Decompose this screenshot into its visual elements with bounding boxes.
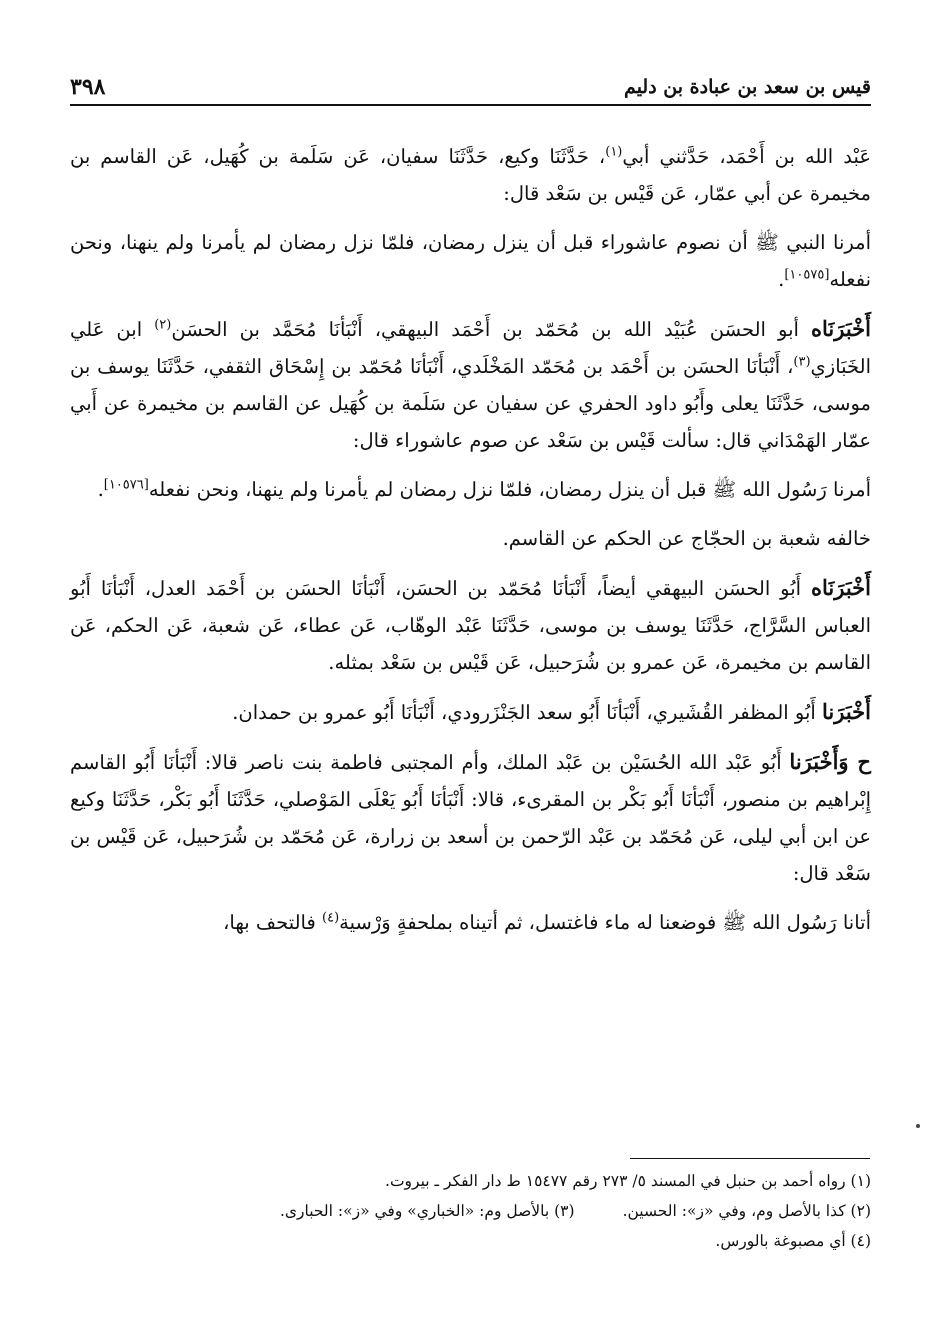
footnote-text: (٣) بالأصل وم: «الخباري» وفي «ز»: الحبارى. — [279, 1202, 575, 1220]
running-title: قيس بن سعد بن عبادة بن دليم — [624, 76, 871, 98]
paragraph-text: . — [97, 478, 104, 501]
page-number: ٣٩٨ — [70, 74, 106, 100]
paragraph-text: عَبْد الله بن أَحْمَد، حَدَّثني أبي — [622, 145, 872, 168]
hadith-number: [١٠٥٧٥] — [784, 267, 830, 283]
paragraph-text: أَبُو المظفر القُشَيري، أَنْبَأنَا أَبُو سعد الجَنْزَرودي، أَنْبَأنَا أَبُو عمرو بن حمدان. — [232, 701, 823, 724]
paragraph-lead: ح وَأَخْبَرَنا — [789, 749, 871, 774]
paragraph-text: ، حَدَّثَنَا وكيع، حَدَّثَنَا سفيان، عَن سَلَمة بن كُهَيل، عَن القاسم بن مخيمرة عن أبي عمّار، عَن قَيْس بن سَعْد قال: — [70, 145, 871, 205]
footnote-marker: (٢) — [154, 317, 172, 333]
page-header — [70, 70, 871, 106]
footnote-rule — [630, 1158, 870, 1159]
paragraph-text: فالتحف بها، — [223, 911, 322, 934]
footnote-4 — [70, 1226, 871, 1256]
paragraph-7 — [70, 693, 871, 731]
hadith-number: [١٠٥٧٦] — [103, 477, 149, 493]
paragraph-text: أمرنا رَسُول الله ﷺ قبل أن ينزل رمضان، فلمّا نزل رمضان لم يأمرنا ولم ينهنا، ونحن نفعله — [148, 478, 871, 501]
paragraph-text: أَبُو الحسَن البيهقي أيضاً، أَنْبَأنَا مُحَمّد بن الحسَن، أَنْبَأنَا الحسَن بن أَحْمَد العدل، أَنْبَأنَا أَبُو العباس السَّرَّاج، حَدَّثَنَا يوسف بن موسى، حَدَّثَنَا عَبْد الوهّاب، عَن عطاء، عَن شعبة، عَن الحكم، عَن القاسم بن مخيمرة، عَن عمرو بن شُرَحبيل، عَن قَيْس بن سَعْد بمثله. — [70, 577, 871, 674]
footnote-marker: (٣) — [793, 354, 811, 370]
paragraph-text: ابن عَلي الخَبَازي — [70, 318, 871, 378]
footnote-marker: (١) — [605, 144, 623, 160]
paragraph-lead: أَخْبَرَنا — [822, 699, 871, 724]
main-text — [70, 138, 871, 953]
footnote-marker: (٤) — [322, 910, 340, 926]
footnote-1 — [70, 1166, 871, 1196]
paragraph-4 — [70, 471, 871, 508]
paragraph-2 — [70, 224, 871, 298]
paragraph-5 — [70, 520, 871, 557]
paragraph-text: أتانا رَسُول الله ﷺ فوضعنا له ماء فاغتسل، ثم أتيناه بملحفةٍ وَرْسية — [339, 911, 871, 934]
paragraph-text: أبو الحسَن عُبَيْد الله بن مُحَمّد بن أَحْمَد البيهقي، أَنْبَأنَا مُحَمَّد بن الحسَن — [171, 318, 811, 341]
paragraph-lead: أَخْبَرَنَاه — [811, 575, 871, 600]
paragraph-8 — [70, 743, 871, 892]
footnote-2-3 — [70, 1196, 871, 1226]
paragraph-text: خالفه شعبة بن الحجّاج عن الحكم عن القاسم. — [502, 527, 871, 550]
paragraph-9 — [70, 904, 871, 941]
paragraph-text: أَبُو عَبْد الله الحُسَيْن بن عَبْد الملك، وأم المجتبى فاطمة بنت ناصر قالا: أَنْبَأنَا أَبُو القاسم إِبْراهيم بن منصور، أَنْبَأنَا أَبُو بَكْر بن المقرىء، قالا: أَنْبَأنَا أَبُو يَعْلَى المَوْصلي، حَدَّثَنَا أَبُو بَكْر، حَدَّثَنَا وكيع عن ابن أبي ليلى، عَن مُحَمّد بن عَبْد الرّحمن بن أسعد بن زرارة، عَن مُحَمّد بن شُرَحبيل، عَن قَيْس بن سَعْد قال: — [70, 751, 871, 885]
footnote-text: (٢) كذا بالأصل وم، وفي «ز»: الحسين. — [622, 1202, 871, 1220]
footnotes — [70, 1166, 871, 1256]
paragraph-6 — [70, 569, 871, 681]
paragraph-text: ، أَنْبَأنَا الحسَن بن أَحْمَد بن مُحَمّد المَخْلَدي، أَنْبَأنَا مُحَمّد بن إِسْحَاق الثقفي، حَدَّثَنَا يوسف بن موسى، حَدَّثَنَا يعلى وأَبُو داود الحفري عن سفيان عن سَلَمة بن كُهَيل عن القاسم بن مخيمرة عن أَبي عمّار الهَمْدَاني قال: سألت قَيْس بن سَعْد عن صوم عاشوراء قال: — [70, 355, 871, 452]
footnote-text: (٤) أي مصبوغة بالورس. — [715, 1232, 871, 1250]
paragraph-3 — [70, 310, 871, 459]
margin-mark — [916, 1124, 920, 1128]
paragraph-lead: أَخْبَرَنَاه — [811, 316, 871, 341]
paragraph-text: . — [778, 268, 785, 291]
paragraph-text: أمرنا النبي ﷺ أن نصوم عاشوراء قبل أن ينزل رمضان، فلمّا نزل رمضان لم يأمرنا ولم ينهنا، ونحن نفعله — [70, 231, 871, 291]
paragraph-1 — [70, 138, 871, 212]
footnote-text: (١) رواه أحمد بن حنبل في المسند ٥/ ٢٧٣ رقم ١٥٤٧٧ ط دار الفكر ـ بيروت. — [385, 1172, 871, 1190]
